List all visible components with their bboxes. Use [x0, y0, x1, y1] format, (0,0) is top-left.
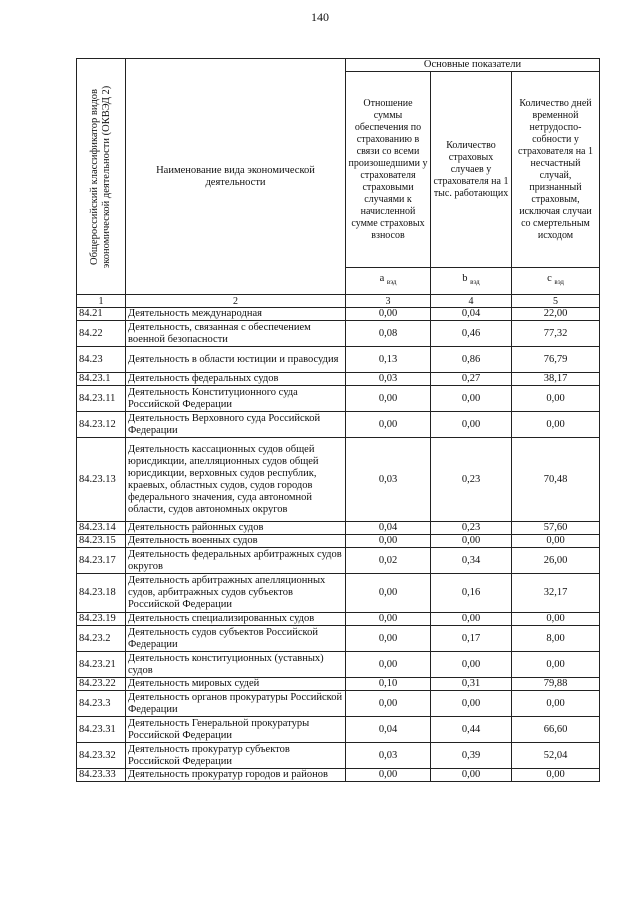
- table-row: [77, 626, 600, 652]
- okved-code-cell: 84.23.11: [77, 386, 126, 412]
- okved-code-cell: 84.23.19: [77, 613, 126, 626]
- indicator-a-value: 0,02: [346, 548, 431, 574]
- activity-name-cell: Деятельность федеральных арбитражных судов округов: [126, 548, 346, 574]
- indicator-b-value: 0,23: [431, 522, 512, 535]
- indicators-table: [76, 58, 600, 782]
- okved-code-cell: 84.23.12: [77, 412, 126, 438]
- main-indicators-header: [346, 59, 600, 72]
- indicator-c-text: Количество дней временной нетрудоспо-собности у страхователя на 1 несчастный случай, признанный страховым, исключая случаи со смертельным исходом: [518, 97, 593, 241]
- okved-code-cell: 84.23.14: [77, 522, 126, 535]
- indicator-b-value: 0,00: [431, 769, 512, 782]
- indicator-c-value: 0,00: [512, 769, 600, 782]
- indicator-b-symbol: b $_{вэд}$: [431, 268, 512, 295]
- indicator-c-value: 0,00: [512, 535, 600, 548]
- activity-name-cell: Деятельность органов прокуратуры Российской Федерации: [126, 691, 346, 717]
- okved-code-cell: 84.23: [77, 347, 126, 373]
- indicator-c-value: 57,60: [512, 522, 600, 535]
- table-row: [77, 613, 600, 626]
- okved-code-cell: 84.23.33: [77, 769, 126, 782]
- column-number: 3: [346, 295, 431, 308]
- table-row: [77, 386, 600, 412]
- activity-name-cell: Деятельность в области юстиции и правосудия: [126, 347, 346, 373]
- indicator-a-value: 0,03: [346, 373, 431, 386]
- activity-name-cell: Деятельность Конституционного суда Российской Федерации: [126, 386, 346, 412]
- indicator-c-value: 79,88: [512, 678, 600, 691]
- table-row: [77, 678, 600, 691]
- indicator-a-value: 0,00: [346, 574, 431, 613]
- okved-code-cell: 84.23.3: [77, 691, 126, 717]
- indicator-b-text: Количество страховых случаев у страхователя на 1 тыс. работающих: [433, 139, 509, 199]
- indicator-a-value: 0,04: [346, 522, 431, 535]
- okved-header-label: Общероссийский классификатор видов экономической деятельности (ОКВЭД 2): [89, 85, 112, 268]
- okved-code-cell: 84.23.1: [77, 373, 126, 386]
- indicator-c-value: 76,79: [512, 347, 600, 373]
- indicator-c-value: 38,17: [512, 373, 600, 386]
- indicator-a-value: 0,00: [346, 652, 431, 678]
- indicator-a-text: Отношение суммы обеспечения по страхованию в связи со всеми произошедшими у страхователя страховыми случаями к начисленной сумме страховых взносов: [348, 97, 428, 241]
- column-numbers-row: [77, 295, 600, 308]
- okved-header: [77, 59, 126, 295]
- activity-name-cell: Деятельность судов субъектов Российской Федерации: [126, 626, 346, 652]
- activity-name-header-label: Наименование вида экономической деятельности: [156, 164, 315, 188]
- activity-name-cell: Деятельность военных судов: [126, 535, 346, 548]
- activity-name-cell: Деятельность конституционных (уставных) судов: [126, 652, 346, 678]
- table-row: [77, 522, 600, 535]
- indicator-b-value: 0,04: [431, 308, 512, 321]
- indicator-b-value: 0,00: [431, 535, 512, 548]
- indicator-c-value: 52,04: [512, 743, 600, 769]
- okved-code-cell: 84.23.22: [77, 678, 126, 691]
- indicator-b-value: 0,00: [431, 412, 512, 438]
- main-indicators-label: Основные показатели: [423, 59, 522, 70]
- activity-name-cell: Деятельность арбитражных апелляционных судов, арбитражных судов субъектов Российской Федерации: [126, 574, 346, 613]
- indicator-b-value: 0,86: [431, 347, 512, 373]
- indicator-c-value: 0,00: [512, 613, 600, 626]
- table-row: [77, 438, 600, 522]
- okved-code-cell: 84.21: [77, 308, 126, 321]
- indicator-a-value: 0,03: [346, 438, 431, 522]
- okved-code-cell: 84.23.31: [77, 717, 126, 743]
- indicator-c-value: 0,00: [512, 652, 600, 678]
- indicator-a-value: 0,00: [346, 308, 431, 321]
- indicator-b-value: 0,00: [431, 652, 512, 678]
- indicator-c-value: 77,32: [512, 321, 600, 347]
- indicator-b-value: 0,00: [431, 613, 512, 626]
- table-row: [77, 373, 600, 386]
- activity-name-cell: Деятельность федеральных судов: [126, 373, 346, 386]
- okved-code-cell: 84.23.15: [77, 535, 126, 548]
- indicator-a-value: 0,00: [346, 769, 431, 782]
- activity-name-cell: Деятельность мировых судей: [126, 678, 346, 691]
- indicator-a-value: 0,03: [346, 743, 431, 769]
- table-row: [77, 412, 600, 438]
- indicator-b-value: 0,44: [431, 717, 512, 743]
- indicator-b-value: 0,00: [431, 691, 512, 717]
- table-body: [77, 308, 600, 782]
- indicator-b-value: 0,46: [431, 321, 512, 347]
- indicator-c-value: 32,17: [512, 574, 600, 613]
- activity-name-header: [126, 59, 346, 295]
- indicator-b-value: 0,34: [431, 548, 512, 574]
- table-row: [77, 347, 600, 373]
- indicator-a-value: 0,00: [346, 626, 431, 652]
- table-row: [77, 321, 600, 347]
- table-row: [77, 548, 600, 574]
- table-row: [77, 769, 600, 782]
- activity-name-cell: Деятельность специализированных судов: [126, 613, 346, 626]
- activity-name-cell: Деятельность международная: [126, 308, 346, 321]
- indicator-c-value: 22,00: [512, 308, 600, 321]
- indicator-c-header: [512, 72, 600, 268]
- indicator-c-value: 66,60: [512, 717, 600, 743]
- indicator-c-value: 0,00: [512, 412, 600, 438]
- indicator-a-header: [346, 72, 431, 268]
- indicator-b-header: [431, 72, 512, 268]
- indicator-b-value: 0,27: [431, 373, 512, 386]
- indicator-a-value: 0,00: [346, 535, 431, 548]
- indicator-a-symbol: a $_{вэд}$: [346, 268, 431, 295]
- okved-code-cell: 84.23.21: [77, 652, 126, 678]
- indicator-b-value: 0,17: [431, 626, 512, 652]
- okved-code-cell: 84.23.13: [77, 438, 126, 522]
- indicator-a-value: 0,00: [346, 412, 431, 438]
- column-number: 5: [512, 295, 600, 308]
- indicator-b-value: 0,23: [431, 438, 512, 522]
- page-number: 140: [311, 10, 329, 24]
- okved-code-cell: 84.23.32: [77, 743, 126, 769]
- activity-name-cell: Деятельность Генеральной прокуратуры Российской Федерации: [126, 717, 346, 743]
- indicator-c-symbol: c $_{вэд}$: [512, 268, 600, 295]
- indicator-c-value: 26,00: [512, 548, 600, 574]
- indicator-c-value: 0,00: [512, 386, 600, 412]
- indicator-c-value: 70,48: [512, 438, 600, 522]
- indicator-a-value: 0,00: [346, 613, 431, 626]
- activity-name-cell: Деятельность прокуратур городов и районов: [126, 769, 346, 782]
- column-number: 4: [431, 295, 512, 308]
- column-number: 2: [126, 295, 346, 308]
- table-row: [77, 652, 600, 678]
- okved-code-cell: 84.23.18: [77, 574, 126, 613]
- indicator-a-value: 0,04: [346, 717, 431, 743]
- indicator-a-value: 0,10: [346, 678, 431, 691]
- table-row: [77, 743, 600, 769]
- table-row: [77, 535, 600, 548]
- table-row: [77, 574, 600, 613]
- table-row: [77, 717, 600, 743]
- activity-name-cell: Деятельность районных судов: [126, 522, 346, 535]
- indicator-b-value: 0,31: [431, 678, 512, 691]
- activity-name-cell: Деятельность Верховного суда Российской Федерации: [126, 412, 346, 438]
- indicator-a-value: 0,13: [346, 347, 431, 373]
- indicator-a-value: 0,08: [346, 321, 431, 347]
- activity-name-cell: Деятельность, связанная с обеспечением военной безопасности: [126, 321, 346, 347]
- activity-name-cell: Деятельность прокуратур субъектов Российской Федерации: [126, 743, 346, 769]
- column-number: 1: [77, 295, 126, 308]
- indicator-b-value: 0,00: [431, 386, 512, 412]
- table-row: [77, 308, 600, 321]
- indicator-a-value: 0,00: [346, 691, 431, 717]
- table-row: [77, 691, 600, 717]
- indicator-b-value: 0,16: [431, 574, 512, 613]
- okved-code-cell: 84.22: [77, 321, 126, 347]
- indicator-b-value: 0,39: [431, 743, 512, 769]
- okved-code-cell: 84.23.17: [77, 548, 126, 574]
- indicator-c-value: 0,00: [512, 691, 600, 717]
- indicator-c-value: 8,00: [512, 626, 600, 652]
- okved-code-cell: 84.23.2: [77, 626, 126, 652]
- activity-name-cell: Деятельность кассационных судов общей юрисдикции, апелляционных судов общей юрисдикции, верховных судов республик, краевых, областных судов, судов городов федерального значения, суда автономной области, судов автономных округов: [126, 438, 346, 522]
- indicator-a-value: 0,00: [346, 386, 431, 412]
